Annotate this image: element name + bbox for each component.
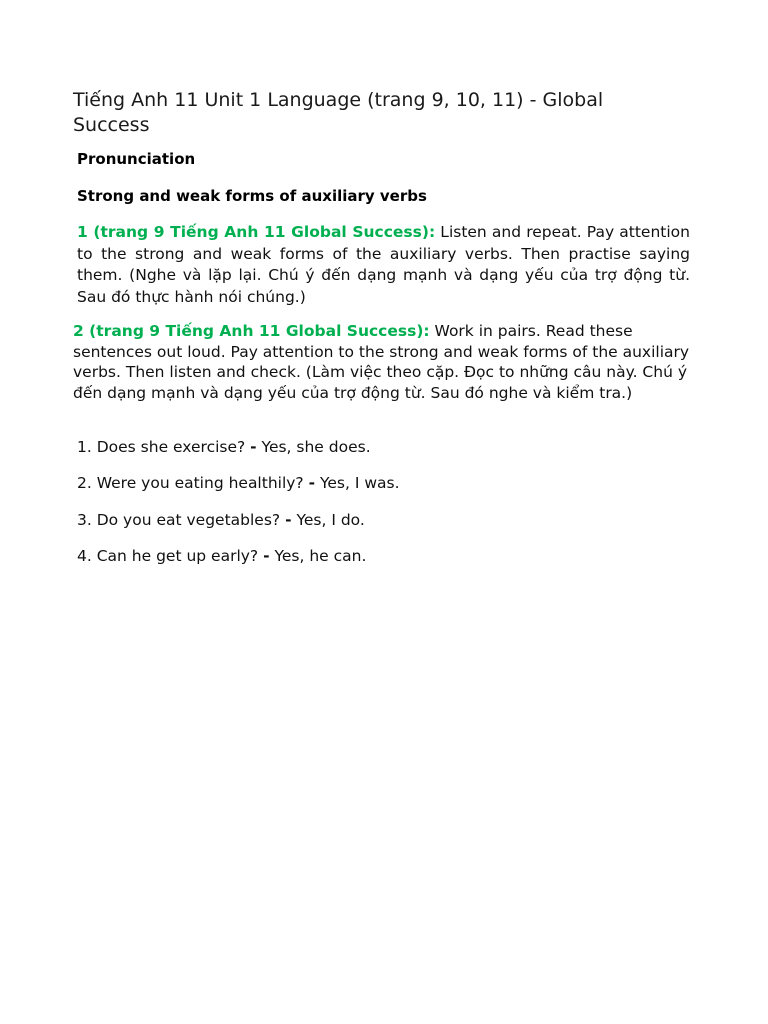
sentence-dash: - <box>250 438 257 456</box>
sentence-item-3 <box>77 510 365 530</box>
page-title: Tiếng Anh 11 Unit 1 Language (trang 9, 10, 11) - Global Success <box>73 89 604 136</box>
exercise-1 <box>77 222 690 308</box>
sentence-item-2 <box>77 473 400 493</box>
exercise-2 <box>73 321 690 403</box>
exercise-2-label: 2 (trang 9 Tiếng Anh 11 Global Success): <box>73 322 430 340</box>
sentence-question: 3. Do you eat vegetables? <box>77 511 286 529</box>
sentence-question: 1. Does she exercise? <box>77 438 251 456</box>
sentence-dash: - <box>308 474 316 492</box>
sentence-question: 2. Were you eating healthily? <box>77 474 309 492</box>
sentence-item-4 <box>77 546 366 566</box>
sentence-question: 4. Can he get up early? <box>77 547 264 565</box>
sentence-answer: Yes, I do. <box>291 511 365 529</box>
exercise-1-label: 1 (trang 9 Tiếng Anh 11 Global Success): <box>77 223 436 241</box>
section-heading-pronunciation: Pronunciation <box>77 150 196 168</box>
exercise-1-text: Listen and repeat. Pay attention to the strong and weak forms of the auxiliary verbs. Then practise saying them. (Nghe và lặp lại. Chú ý đến dạng mạnh và dạng yếu của trợ động từ. Sau đó thực hành nói chúng.) <box>77 223 690 306</box>
sentence-dash: - <box>285 511 292 529</box>
sentence-item-1 <box>77 437 371 457</box>
exercise-2-text: Work in pairs. Read these sentences out loud. Pay attention to the strong and weak forms of the auxiliary verbs. Then listen and check. (Làm việc theo cặp. Đọc to những câu này. Chú ý đến dạng mạnh và dạng yếu của trợ động từ. Sau đó nghe và kiểm tra.) <box>73 322 690 402</box>
sentence-answer: Yes, he can. <box>269 547 367 565</box>
section-subheading: Strong and weak forms of auxiliary verbs <box>77 187 427 205</box>
sentence-answer: Yes, she does. <box>256 438 371 456</box>
sentence-answer: Yes, I was. <box>315 474 400 492</box>
sentence-dash: - <box>263 547 270 565</box>
